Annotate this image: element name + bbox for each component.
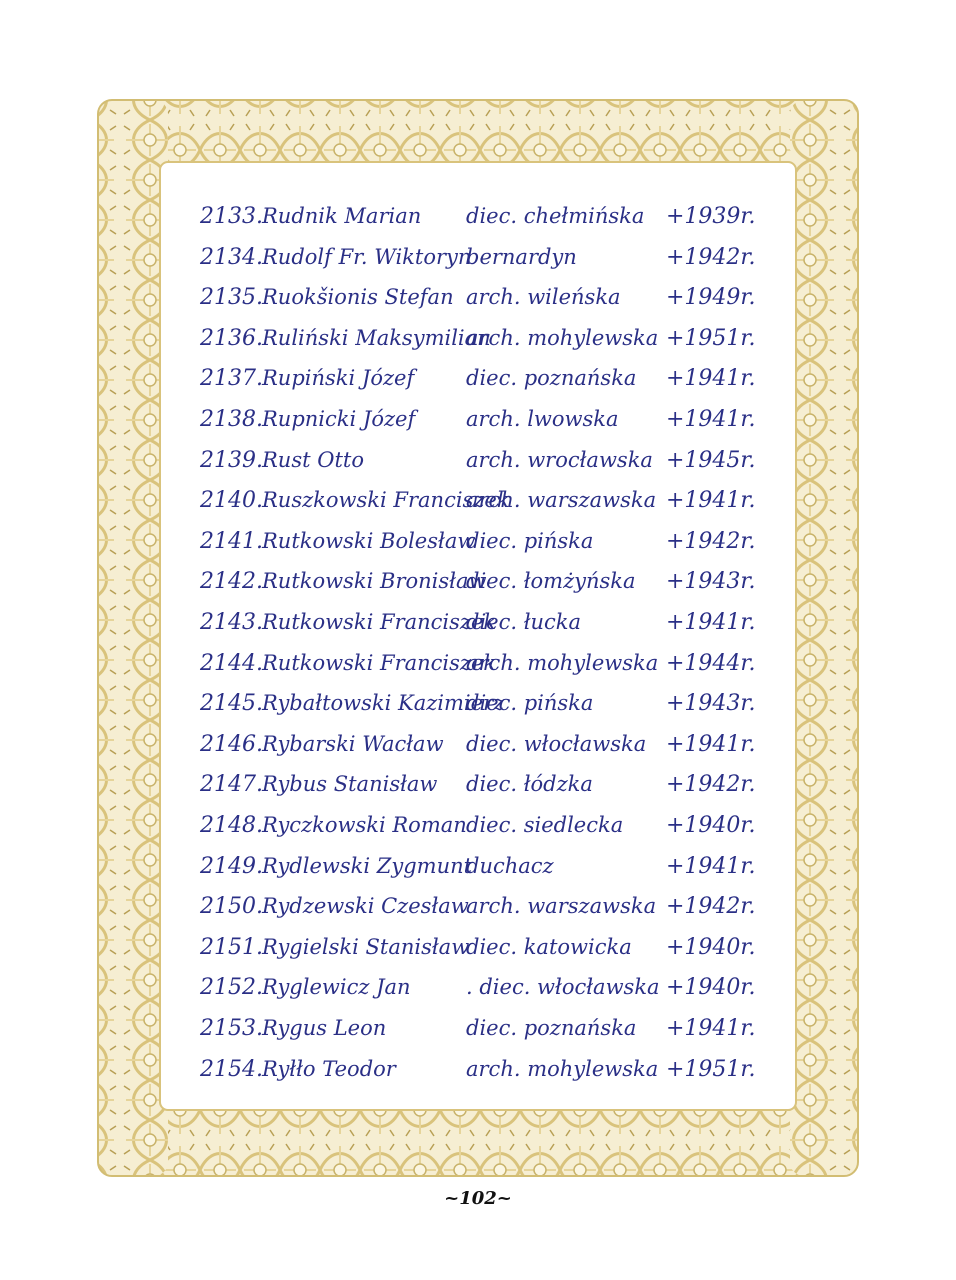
entry-diocese: arch. warszawska	[466, 488, 657, 513]
register-entry	[196, 726, 756, 764]
register-entry	[196, 807, 756, 845]
entry-name: Ryczkowski Roman	[262, 813, 467, 837]
entry-name: Rutkowski Franciszek	[262, 650, 497, 675]
register-entry	[196, 401, 756, 439]
register-entry	[196, 969, 756, 1007]
entry-diocese: . diec. włocławska	[466, 975, 660, 1000]
entry-number: 2152.	[200, 975, 263, 1001]
entry-diocese: diec. poznańska	[466, 366, 637, 391]
register-entry	[196, 604, 756, 642]
entry-diocese: diec. łucka	[466, 610, 582, 634]
register-entry	[196, 1051, 756, 1089]
entry-name: Rygus Leon	[262, 1016, 387, 1040]
entry-death-year: +1943r.	[666, 569, 756, 595]
entry-number: 2136.	[200, 325, 263, 351]
entry-number: 2141.	[200, 528, 263, 554]
entry-death-year: +1945r.	[666, 447, 756, 473]
entry-death-year: +1941r.	[666, 610, 756, 635]
register-entry	[196, 198, 756, 236]
entry-death-year: +1940r.	[666, 975, 756, 1001]
entry-name: Ruliński Maksymilian	[262, 325, 491, 350]
entry-death-year: +1944r.	[666, 650, 756, 676]
entry-name: Rupnicki Józef	[262, 407, 416, 431]
entry-diocese: diec. siedlecka	[466, 813, 624, 837]
entry-death-year: +1941r.	[666, 366, 756, 392]
entry-name: Ryłło Teodor	[262, 1056, 396, 1081]
entry-diocese: diec. pińska	[466, 691, 594, 716]
entry-death-year: +1940r.	[666, 934, 756, 960]
entry-name: Rudolf Fr. Wiktoryn	[262, 244, 472, 269]
entry-death-year: +1940r.	[666, 813, 756, 838]
entry-name: Rydlewski Zygmunt	[262, 853, 473, 878]
entry-diocese: arch. mohylewska	[466, 650, 659, 675]
entry-diocese: arch. wrocławska	[466, 447, 653, 472]
register-entry	[196, 929, 756, 967]
entry-death-year: +1939r.	[666, 204, 756, 229]
register-entry	[196, 645, 756, 683]
entry-name: Rydzewski Czesław	[262, 894, 469, 919]
entry-diocese: arch. lwowska	[466, 407, 619, 431]
register-entry	[196, 685, 756, 723]
entry-name: Rust Otto	[262, 447, 364, 472]
entry-number: 2137.	[200, 366, 263, 392]
register-entry	[196, 360, 756, 398]
entry-name: Rupiński Józef	[262, 366, 415, 391]
entry-death-year: +1941r.	[666, 407, 756, 432]
entry-diocese: diec. poznańska	[466, 1016, 637, 1040]
register-entry	[196, 766, 756, 804]
entry-number: 2149.	[200, 853, 263, 879]
entry-diocese: diec. łomżyńska	[466, 569, 636, 594]
register-entry	[196, 563, 756, 601]
entry-number: 2140.	[200, 488, 263, 514]
entry-number: 2142.	[200, 569, 263, 595]
entry-diocese: arch. warszawska	[466, 894, 657, 919]
entry-death-year: +1949r.	[666, 285, 756, 311]
entry-number: 2143.	[200, 610, 263, 635]
entry-death-year: +1941r.	[666, 853, 756, 879]
entry-name: Ruszkowski Franciszek	[262, 488, 510, 513]
entry-diocese: diec. chełmińska	[466, 204, 645, 228]
entry-death-year: +1942r.	[666, 528, 756, 554]
entry-number: 2154.	[200, 1056, 263, 1082]
entry-diocese: diec. pińska	[466, 528, 594, 553]
entry-number: 2150.	[200, 894, 263, 920]
entry-diocese: diec. łódzka	[466, 772, 593, 797]
register-entry	[196, 848, 756, 886]
register-entry	[196, 523, 756, 561]
register-entry	[196, 279, 756, 317]
register-entry	[196, 482, 756, 520]
entry-number: 2151.	[200, 934, 263, 960]
entry-name: Rutkowski Bronisław	[262, 569, 487, 594]
entry-diocese: duchacz	[466, 853, 554, 878]
register-entry	[196, 1010, 756, 1048]
register-entry	[196, 239, 756, 277]
entry-number: 2138.	[200, 407, 263, 432]
entry-name: Rudnik Marian	[262, 204, 422, 228]
entry-death-year: +1943r.	[666, 691, 756, 717]
entry-diocese: arch. mohylewska	[466, 325, 659, 350]
entry-number: 2144.	[200, 650, 263, 676]
entry-death-year: +1942r.	[666, 894, 756, 920]
page-number: ~102~	[444, 1188, 512, 1209]
entry-diocese: diec. katowicka	[466, 934, 632, 959]
entry-death-year: +1942r.	[666, 772, 756, 798]
entry-death-year: +1951r.	[666, 325, 756, 351]
entry-name: Rybarski Wacław	[262, 731, 444, 756]
entry-name: Rutkowski Bolesław	[262, 528, 476, 553]
register-entry	[196, 888, 756, 926]
entry-death-year: +1941r.	[666, 488, 756, 514]
register-entry	[196, 442, 756, 480]
entry-name: Rybałtowski Kazimierz	[262, 691, 505, 716]
entry-death-year: +1951r.	[666, 1056, 756, 1082]
entry-diocese: diec. włocławska	[466, 731, 647, 756]
entry-number: 2145.	[200, 691, 263, 717]
entry-diocese: arch. mohylewska	[466, 1056, 659, 1081]
entry-name: Rybus Stanisław	[262, 772, 438, 797]
register-entry	[196, 320, 756, 358]
entry-name: Rutkowski Franciszek	[262, 610, 497, 634]
entry-number: 2153.	[200, 1016, 263, 1041]
entry-diocese: bernardyn	[466, 244, 577, 269]
entry-name: Ruokšionis Stefan	[262, 285, 454, 310]
entry-death-year: +1942r.	[666, 244, 756, 270]
entry-number: 2147.	[200, 772, 263, 798]
entry-number: 2133.	[200, 204, 263, 229]
entry-diocese: arch. wileńska	[466, 285, 621, 310]
entry-number: 2135.	[200, 285, 263, 311]
entry-number: 2148.	[200, 813, 263, 838]
entry-number: 2139.	[200, 447, 263, 473]
entry-number: 2146.	[200, 731, 263, 757]
entry-name: Ryglewicz Jan	[262, 975, 411, 1000]
entry-death-year: +1941r.	[666, 1016, 756, 1041]
entry-number: 2134.	[200, 244, 263, 270]
entry-name: Rygielski Stanisław	[262, 934, 470, 959]
entry-death-year: +1941r.	[666, 731, 756, 757]
